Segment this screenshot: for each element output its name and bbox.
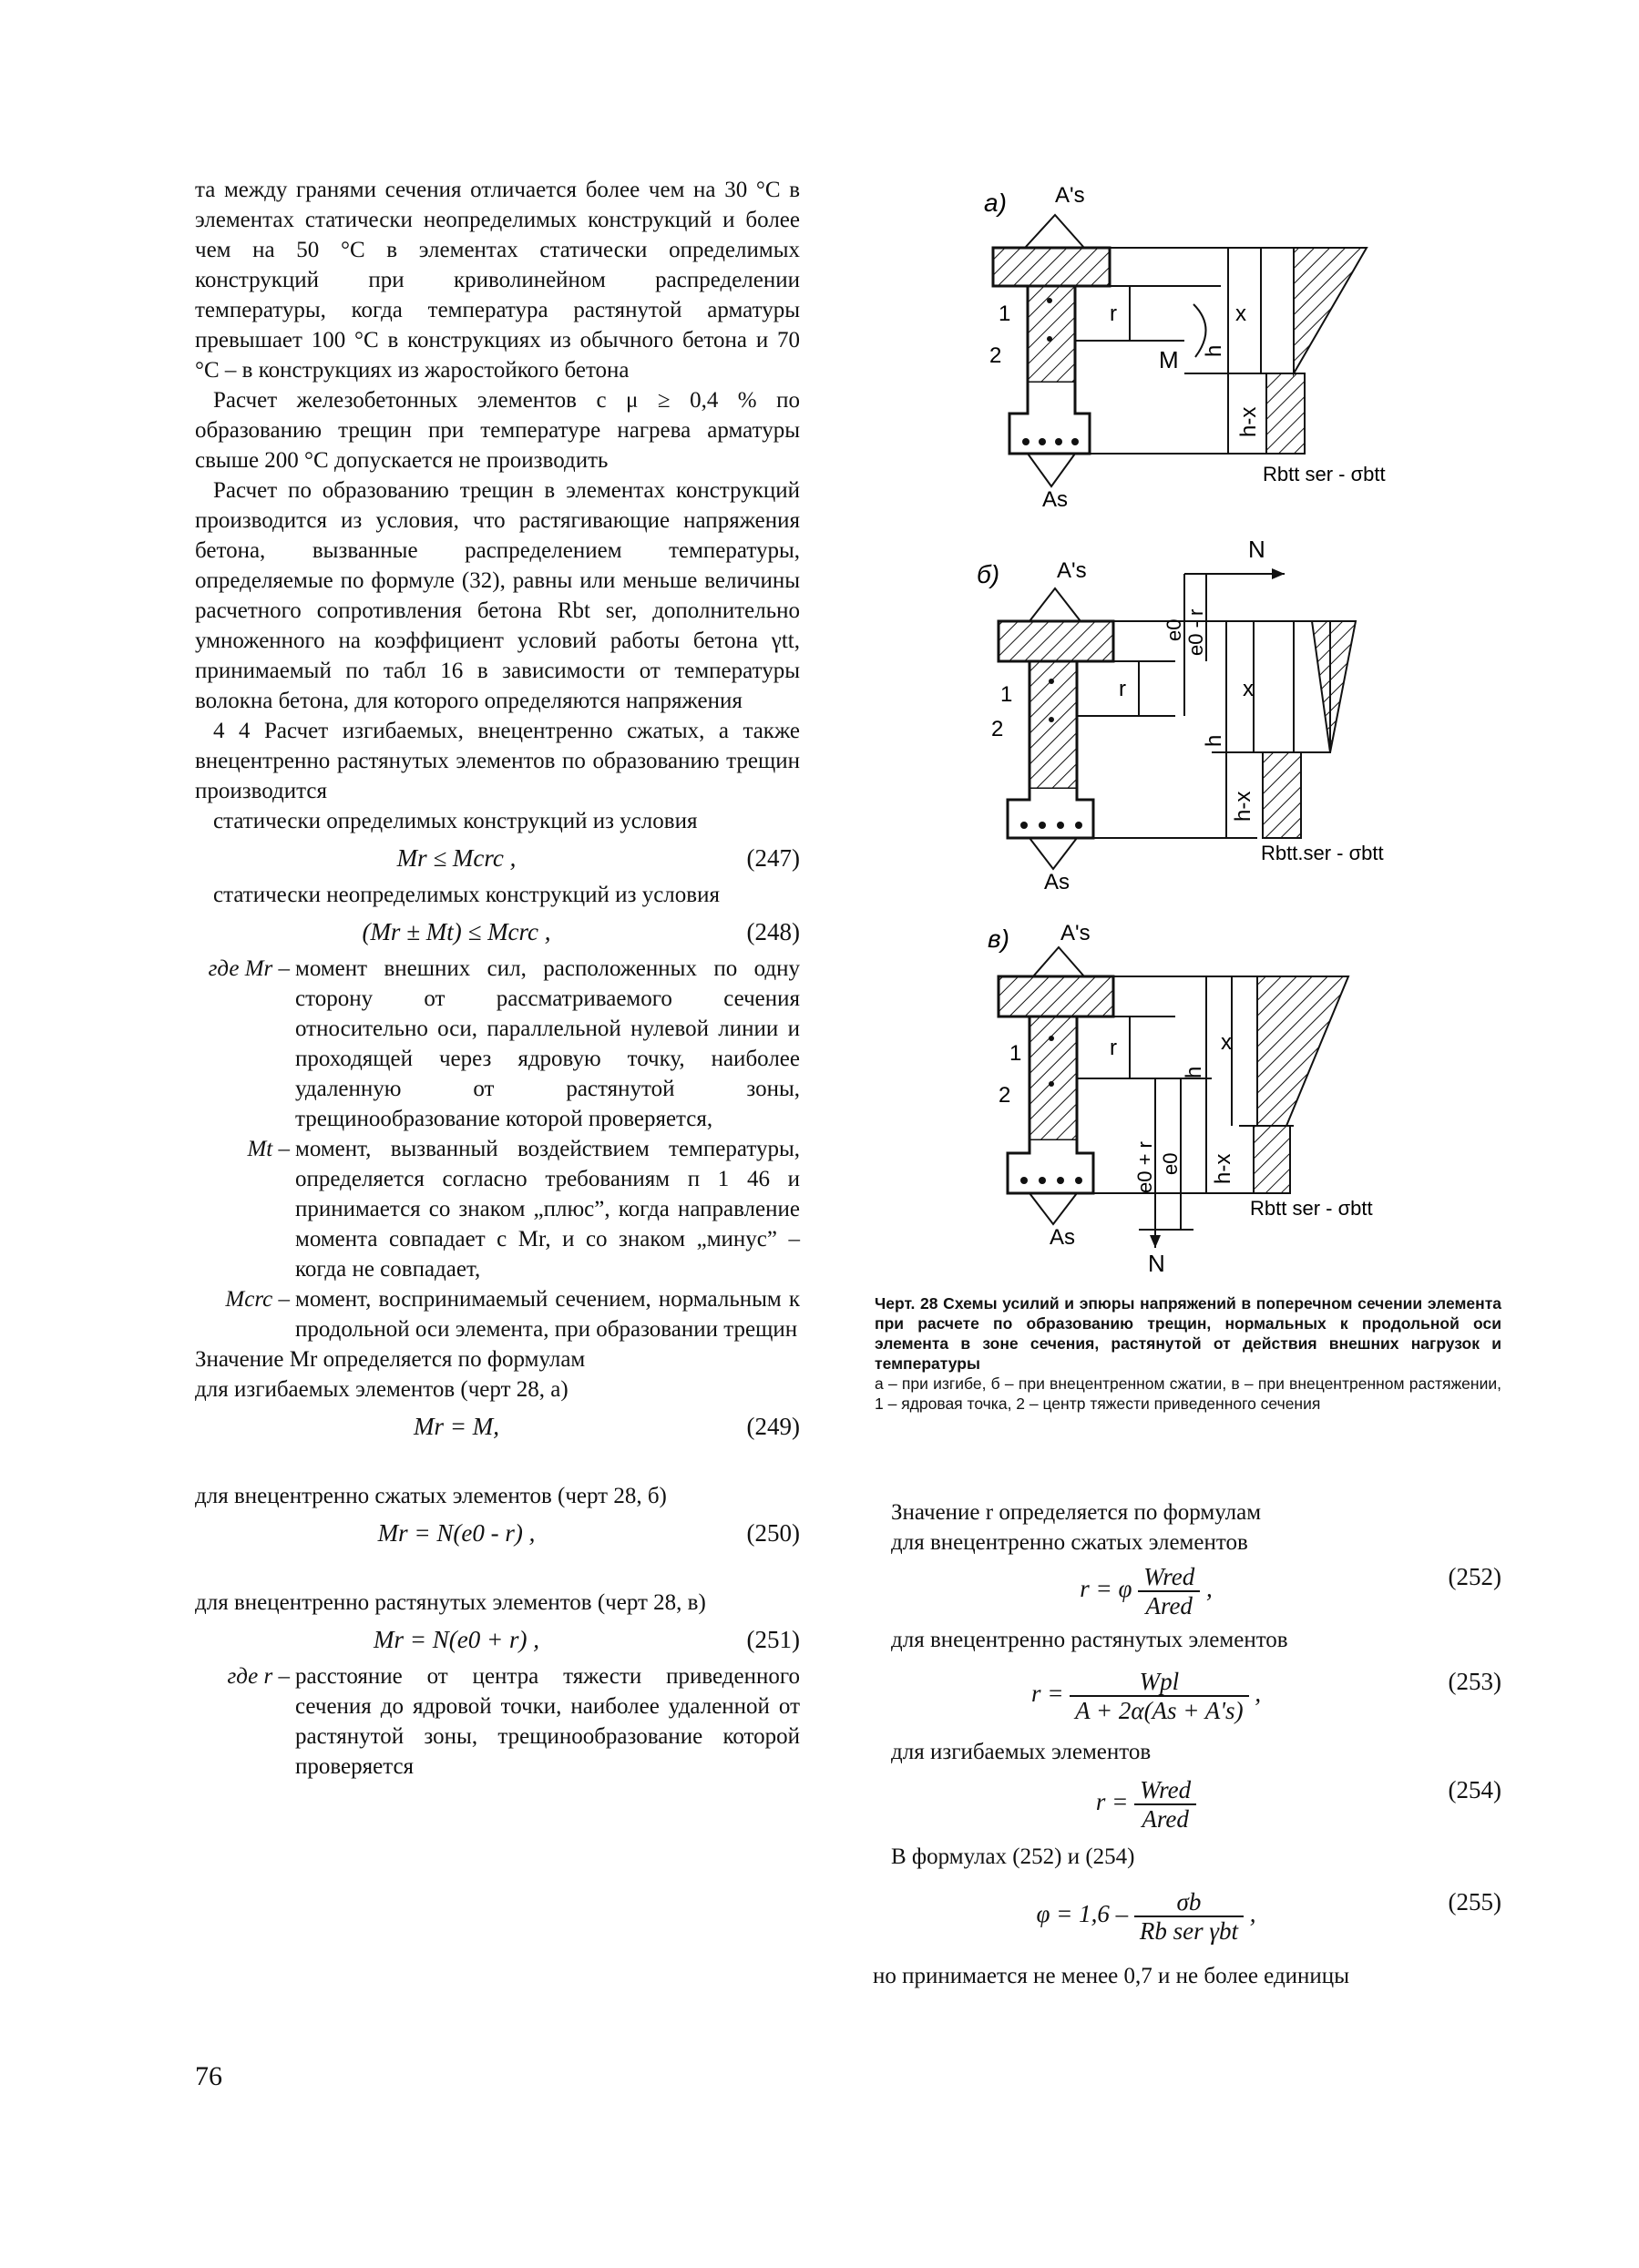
paragraph: для изгибаемых элементов (891, 1740, 1152, 1764)
svg-text:e0 + r: e0 + r (1133, 1141, 1156, 1193)
svg-text:r: r (1110, 301, 1117, 326)
svg-text:r: r (1110, 1036, 1117, 1060)
svg-text:h: h (1202, 344, 1226, 357)
svg-text:A's: A's (1060, 921, 1091, 945)
svg-text:e0: e0 (1163, 618, 1185, 641)
diagram-b (977, 536, 1384, 894)
label-as-prime: A's (1055, 183, 1085, 208)
svg-text:h: h (1202, 734, 1226, 747)
svg-text:M: M (1159, 346, 1179, 373)
svg-text:N: N (1148, 1250, 1165, 1277)
diagram-v (988, 921, 1373, 1277)
paragraph: Расчет по образованию трещин в элементах конструкций производится из условия, что растягивающие напряжения бетона, вызванные распределением температуры, определяемые по формуле (32), равны или меньше величины расчетного сопротивления бетона Rbt ser, дополнительно умноженного на коэффициент условий работы бетона γtt, принимаемый по табл 16 в зависимости от температуры волокна бетона, для которого определяются напряжения (195, 478, 800, 713)
svg-text:x: x (1235, 301, 1246, 326)
svg-text:1: 1 (999, 301, 1011, 326)
paragraph: Значение Mr определяется по формулам (195, 1347, 586, 1372)
svg-text:1: 1 (1000, 682, 1013, 707)
svg-text:h-x: h-x (1211, 1153, 1235, 1184)
svg-text:2: 2 (991, 717, 1004, 741)
svg-text:N: N (1248, 536, 1265, 563)
paragraph: для изгибаемых элементов (черт 28, а) (195, 1377, 569, 1402)
paragraph: для внецентренно растянутых элементов (черт 28, в) (195, 1590, 706, 1615)
equation-251: Mr = N(e0 + r) , (251) (374, 1626, 800, 1653)
svg-text:Rbtt.ser - σbtt: Rbtt.ser - σbtt (1261, 842, 1384, 864)
svg-text:h: h (1182, 1066, 1206, 1078)
definition-mcrc: Mcrc – момент, воспринимаемый сечением, нормальным к продольной оси элемента, при образовании трещин (225, 1287, 800, 1342)
svg-text:h-x: h-x (1231, 791, 1255, 822)
paragraph: В формулах (252) и (254) (891, 1844, 1135, 1869)
svg-text:в): в) (988, 925, 1009, 953)
caption-legend: а – при изгибе, б – при внецентренном сжатии, в – при внецентренном растяжении, 1 – ядровая точка, 2 – центр тяжести приведенного сечения (875, 1374, 1501, 1413)
svg-text:2: 2 (999, 1083, 1011, 1108)
right-column (873, 1497, 1501, 1991)
svg-text:A's: A's (1057, 558, 1087, 583)
paragraph: Расчет железобетонных элементов с μ ≥ 0,4 % по образованию трещин при температуре нагрева арматуры свыше 200 °С допускается не производить (195, 388, 800, 473)
paragraph: та между гранями сечения отличается более чем на 30 °С в элементах статически неопределимых конструкций и более чем на 50 °С в элементах статически определимых конструкций при криволинейном распределении температуры, когда температура растянутой арматуры превышает 100 °С в конструкциях из обычного бетона и 70 °С – в конструкциях из жаростойкого бетона (195, 178, 800, 383)
paragraph: для внецентренно сжатых элементов (891, 1530, 1248, 1555)
definition-r: где r – расстояние от центра тяжести приведенного сечения до ядровой точки, наиболее удаленной от растянутой зоны, трещинообразование которой проверяется (227, 1664, 800, 1779)
svg-text:As: As (1050, 1225, 1076, 1250)
paragraph: но принимается не менее 0,7 и не более единицы (873, 1964, 1349, 1988)
equation-247: Mr ≤ Mcrc , (247) (396, 844, 800, 872)
svg-text:x: x (1221, 1030, 1232, 1055)
svg-text:h-x: h-x (1236, 406, 1261, 437)
figure-caption (875, 1293, 1501, 1414)
equation-250: Mr = N(e0 - r) , (250) (377, 1519, 800, 1547)
definition-mt: Mt – момент, вызванный воздействием температуры, определяется согласно требованиям п 1 46 и принимается со знаком „плюс”, когда направление момента совпадает с Mr, и со знаком „минус” – когда не совпадает, (247, 1137, 800, 1282)
paragraph: Значение r определяется по формулам (891, 1500, 1262, 1525)
svg-text:1: 1 (1009, 1041, 1022, 1066)
diagram-a (984, 183, 1386, 512)
svg-text:2: 2 (989, 343, 1002, 368)
equation-254: r = $\frac{\text{Wred}}{\text{Ared}}$ (254) (1095, 1776, 1501, 1833)
equation-249: Mr = M, (249) (414, 1413, 800, 1440)
svg-text:r: r (1119, 677, 1126, 701)
svg-text:б): б) (977, 560, 1000, 588)
definition-mr: где Mr – момент внешних сил, расположенных по одну сторону от рассматриваемого сечения относительно оси, параллельной нулевой линии и проходящей через ядровую точку, наиболее удаленную от растянутой зоны, трещинообразование которой проверяется, (208, 956, 800, 1131)
paragraph: статически неопределимых конструкций из условия (213, 883, 720, 907)
svg-text:e0: e0 (1159, 1152, 1182, 1175)
equation-253: r = $\frac{\text{Wpl}}{A + 2\alpha(As + A's)}$ , (253) (1030, 1668, 1501, 1724)
paragraph: для внецентренно сжатых элементов (черт 28, б) (195, 1484, 667, 1508)
svg-text:As: As (1044, 870, 1070, 894)
paragraph: для внецентренно растянутых элементов (891, 1628, 1288, 1652)
equation-255: φ = 1,6 – $\frac{\sigma b}{\text{Rb ser γbt}}$ , (255) (1036, 1888, 1501, 1945)
equation-252: r = φ $\frac{\text{Wred}}{\text{Ared}}$ , (252) (1080, 1563, 1501, 1619)
label-a: а) (984, 189, 1007, 217)
caption-title: Черт. 28 Схемы усилий и эпюры напряжений в поперечном сечении элемента при расчете по образованию трещин, нормальных к продольной оси элемента в зоне сечения, растянутой от действия внешних нагрузок и температуры (875, 1294, 1501, 1373)
paragraph: 4 4 Расчет изгибаемых, внецентренно сжатых, а также внецентренно растянутых элементов по образованию трещин производится (195, 719, 800, 803)
svg-text:Rbtt ser - σbtt: Rbtt ser - σbtt (1263, 463, 1386, 485)
equation-248: (Mr ± Mt) ≤ Mcrc , (248) (362, 918, 800, 945)
svg-text:e0 - r: e0 - r (1184, 608, 1207, 656)
label-as: As (1042, 487, 1069, 512)
page-number: 76 (195, 2061, 222, 2091)
paragraph: статически определимых конструкций из условия (213, 809, 698, 833)
svg-text:Rbtt ser - σbtt: Rbtt ser - σbtt (1250, 1197, 1373, 1220)
svg-text:x: x (1243, 677, 1254, 701)
